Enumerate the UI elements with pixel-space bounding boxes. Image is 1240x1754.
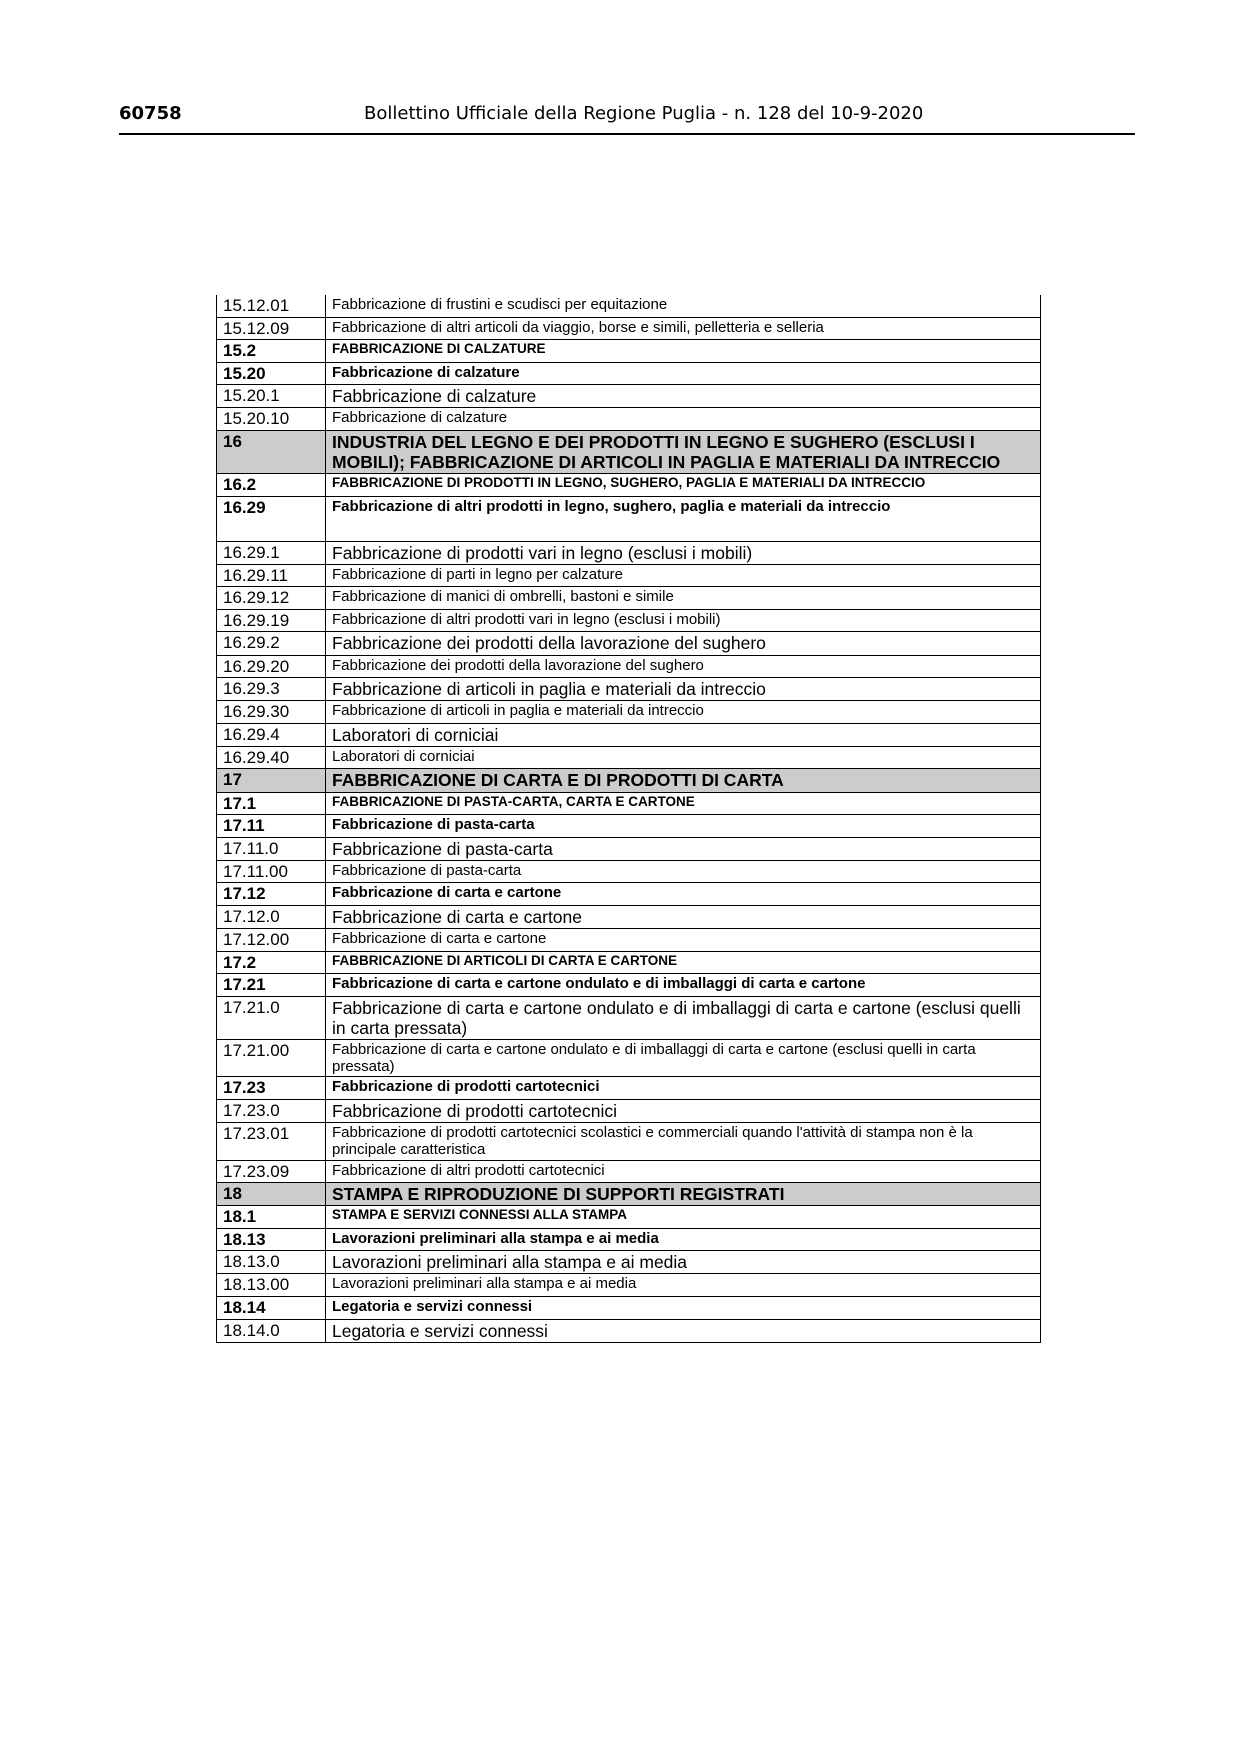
activity-description-cell: Fabbricazione di prodotti vari in legno (esclusi i mobili) bbox=[326, 541, 1041, 564]
table-row bbox=[217, 996, 1041, 1039]
activity-code-cell: 16.2 bbox=[217, 474, 326, 497]
journal-title: Bollettino Ufficiale della Regione Puglia - n. 128 del 10-9-2020 bbox=[364, 103, 924, 124]
activity-code-cell: 15.20 bbox=[217, 362, 326, 385]
activity-code-cell: 18.13.0 bbox=[217, 1251, 326, 1274]
activity-description-cell: FABBRICAZIONE DI ARTICOLI DI CARTA E CARTONE bbox=[326, 951, 1041, 974]
table-row bbox=[217, 769, 1041, 792]
table-row bbox=[217, 1077, 1041, 1100]
table-row bbox=[217, 541, 1041, 564]
activity-code-cell: 16.29.11 bbox=[217, 564, 326, 587]
activity-description-cell: Fabbricazione di articoli in paglia e materiali da intreccio bbox=[326, 678, 1041, 701]
activity-code-cell: 18.13.00 bbox=[217, 1274, 326, 1297]
activity-description-cell: STAMPA E RIPRODUZIONE DI SUPPORTI REGISTRATI bbox=[326, 1183, 1041, 1206]
table-row bbox=[217, 883, 1041, 906]
table-row bbox=[217, 609, 1041, 632]
table-row bbox=[217, 1160, 1041, 1183]
activity-description-cell: FABBRICAZIONE DI PASTA-CARTA, CARTA E CARTONE bbox=[326, 792, 1041, 815]
table-row bbox=[217, 792, 1041, 815]
table-row bbox=[217, 678, 1041, 701]
activity-description-cell: FABBRICAZIONE DI CARTA E DI PRODOTTI DI CARTA bbox=[326, 769, 1041, 792]
table-row bbox=[217, 587, 1041, 610]
activity-description-cell: Fabbricazione di carta e cartone ondulato e di imballaggi di carta e cartone (esclusi quelli in carta pressata) bbox=[326, 996, 1041, 1039]
activity-description-cell: Fabbricazione di altri prodotti vari in legno (esclusi i mobili) bbox=[326, 609, 1041, 632]
activity-code-cell: 15.12.09 bbox=[217, 317, 326, 340]
activity-description-cell: Fabbricazione di altri articoli da viaggio, borse e simili, pelletteria e selleria bbox=[326, 317, 1041, 340]
activity-description-cell: Laboratori di corniciai bbox=[326, 746, 1041, 769]
table-row bbox=[217, 1123, 1041, 1161]
ateco-table-body bbox=[217, 295, 1041, 1342]
table-row bbox=[217, 1251, 1041, 1274]
table-row bbox=[217, 974, 1041, 997]
table-row bbox=[217, 1274, 1041, 1297]
activity-code-cell: 18.14.0 bbox=[217, 1319, 326, 1342]
table-row bbox=[217, 837, 1041, 860]
activity-description-cell: INDUSTRIA DEL LEGNO E DEI PRODOTTI IN LEGNO E SUGHERO (ESCLUSI I MOBILI); FABBRICAZIONE DI ARTICOLI IN PAGLIA E MATERIALI DA INTRECCIO bbox=[326, 430, 1041, 473]
table-row bbox=[217, 340, 1041, 363]
activity-code-cell: 16.29.20 bbox=[217, 655, 326, 678]
activity-code-cell: 16.29.30 bbox=[217, 701, 326, 724]
activity-description-cell: Fabbricazione di carta e cartone ondulato e di imballaggi di carta e cartone bbox=[326, 974, 1041, 997]
activity-description-cell: Lavorazioni preliminari alla stampa e ai media bbox=[326, 1274, 1041, 1297]
activity-code-cell: 17.23.0 bbox=[217, 1099, 326, 1122]
activity-description-cell: Fabbricazione dei prodotti della lavorazione del sughero bbox=[326, 655, 1041, 678]
activity-code-cell: 16.29 bbox=[217, 496, 326, 541]
activity-description-cell: Fabbricazione di pasta-carta bbox=[326, 837, 1041, 860]
activity-description-cell: Fabbricazione di carta e cartone bbox=[326, 929, 1041, 952]
activity-code-cell: 18.1 bbox=[217, 1206, 326, 1229]
activity-code-cell: 16.29.4 bbox=[217, 723, 326, 746]
table-row bbox=[217, 408, 1041, 431]
activity-code-cell: 18 bbox=[217, 1183, 326, 1206]
activity-description-cell: Legatoria e servizi connessi bbox=[326, 1319, 1041, 1342]
activity-code-cell: 15.20.10 bbox=[217, 408, 326, 431]
activity-description-cell: FABBRICAZIONE DI CALZATURE bbox=[326, 340, 1041, 363]
table-row bbox=[217, 430, 1041, 473]
activity-code-cell: 17.12.0 bbox=[217, 905, 326, 928]
table-row bbox=[217, 1297, 1041, 1320]
activity-code-cell: 17.1 bbox=[217, 792, 326, 815]
activity-code-cell: 17 bbox=[217, 769, 326, 792]
table-row bbox=[217, 723, 1041, 746]
activity-code-cell: 15.12.01 bbox=[217, 295, 326, 317]
activity-code-cell: 17.12 bbox=[217, 883, 326, 906]
activity-code-cell: 18.14 bbox=[217, 1297, 326, 1320]
table-row bbox=[217, 860, 1041, 883]
table-row bbox=[217, 385, 1041, 408]
activity-description-cell: Fabbricazione di prodotti cartotecnici bbox=[326, 1077, 1041, 1100]
activity-description-cell: Fabbricazione di calzature bbox=[326, 385, 1041, 408]
activity-description-cell: Fabbricazione di altri prodotti cartotecnici bbox=[326, 1160, 1041, 1183]
table-row bbox=[217, 474, 1041, 497]
activity-description-cell: Fabbricazione di pasta-carta bbox=[326, 815, 1041, 838]
table-row bbox=[217, 632, 1041, 655]
activity-description-cell: Fabbricazione di prodotti cartotecnici scolastici e commerciali quando l'attività di stampa non è la principale caratteristica bbox=[326, 1123, 1041, 1161]
activity-description-cell: Fabbricazione di carta e cartone bbox=[326, 883, 1041, 906]
activity-code-cell: 17.21.00 bbox=[217, 1039, 326, 1077]
activity-code-cell: 17.23.01 bbox=[217, 1123, 326, 1161]
table-row bbox=[217, 295, 1041, 317]
activity-description-cell: Lavorazioni preliminari alla stampa e ai media bbox=[326, 1251, 1041, 1274]
activity-description-cell: Fabbricazione di frustini e scudisci per equitazione bbox=[326, 295, 1041, 317]
table-row bbox=[217, 929, 1041, 952]
activity-code-cell: 16.29.1 bbox=[217, 541, 326, 564]
table-row bbox=[217, 905, 1041, 928]
table-row bbox=[217, 701, 1041, 724]
activity-description-cell: Fabbricazione di carta e cartone ondulato e di imballaggi di carta e cartone (esclusi quelli in carta pressata) bbox=[326, 1039, 1041, 1077]
table-row bbox=[217, 1228, 1041, 1251]
activity-code-cell: 17.23.09 bbox=[217, 1160, 326, 1183]
activity-code-cell: 15.20.1 bbox=[217, 385, 326, 408]
activity-code-cell: 17.11.00 bbox=[217, 860, 326, 883]
activity-code-cell: 16.29.3 bbox=[217, 678, 326, 701]
activity-code-cell: 18.13 bbox=[217, 1228, 326, 1251]
activity-description-cell: Fabbricazione di prodotti cartotecnici bbox=[326, 1099, 1041, 1122]
activity-code-cell: 16.29.19 bbox=[217, 609, 326, 632]
activity-code-cell: 16.29.40 bbox=[217, 746, 326, 769]
table-row bbox=[217, 1319, 1041, 1342]
table-row bbox=[217, 1183, 1041, 1206]
table-row bbox=[217, 362, 1041, 385]
activity-description-cell: Fabbricazione di carta e cartone bbox=[326, 905, 1041, 928]
activity-description-cell: Fabbricazione di pasta-carta bbox=[326, 860, 1041, 883]
table-row bbox=[217, 1206, 1041, 1229]
table-row bbox=[217, 1039, 1041, 1077]
page-header bbox=[119, 101, 1135, 135]
table-row bbox=[217, 951, 1041, 974]
activity-code-cell: 17.12.00 bbox=[217, 929, 326, 952]
activity-description-cell: FABBRICAZIONE DI PRODOTTI IN LEGNO, SUGHERO, PAGLIA E MATERIALI DA INTRECCIO bbox=[326, 474, 1041, 497]
activity-description-cell: Fabbricazione di articoli in paglia e materiali da intreccio bbox=[326, 701, 1041, 724]
activity-description-cell: Fabbricazione di parti in legno per calzature bbox=[326, 564, 1041, 587]
table-row bbox=[217, 746, 1041, 769]
activity-description-cell: Fabbricazione dei prodotti della lavorazione del sughero bbox=[326, 632, 1041, 655]
table-row bbox=[217, 1099, 1041, 1122]
activity-description-cell: Fabbricazione di calzature bbox=[326, 362, 1041, 385]
ateco-code-table bbox=[216, 295, 1041, 1343]
activity-code-cell: 17.11 bbox=[217, 815, 326, 838]
table-row bbox=[217, 496, 1041, 541]
activity-description-cell: Fabbricazione di manici di ombrelli, bastoni e simile bbox=[326, 587, 1041, 610]
activity-code-cell: 16.29.2 bbox=[217, 632, 326, 655]
activity-description-cell: Fabbricazione di calzature bbox=[326, 408, 1041, 431]
activity-code-cell: 17.23 bbox=[217, 1077, 326, 1100]
activity-description-cell: Lavorazioni preliminari alla stampa e ai media bbox=[326, 1228, 1041, 1251]
activity-code-cell: 17.11.0 bbox=[217, 837, 326, 860]
activity-code-cell: 16 bbox=[217, 430, 326, 473]
activity-code-cell: 17.2 bbox=[217, 951, 326, 974]
page-number: 60758 bbox=[119, 103, 182, 124]
table-row bbox=[217, 564, 1041, 587]
activity-description-cell: Laboratori di corniciai bbox=[326, 723, 1041, 746]
activity-description-cell: Fabbricazione di altri prodotti in legno, sughero, paglia e materiali da intreccio bbox=[326, 496, 1041, 541]
table-row bbox=[217, 655, 1041, 678]
activity-code-cell: 17.21.0 bbox=[217, 996, 326, 1039]
table-row bbox=[217, 815, 1041, 838]
activity-description-cell: Legatoria e servizi connessi bbox=[326, 1297, 1041, 1320]
activity-code-cell: 17.21 bbox=[217, 974, 326, 997]
activity-code-cell: 15.2 bbox=[217, 340, 326, 363]
activity-code-cell: 16.29.12 bbox=[217, 587, 326, 610]
table-row bbox=[217, 317, 1041, 340]
activity-description-cell: STAMPA E SERVIZI CONNESSI ALLA STAMPA bbox=[326, 1206, 1041, 1229]
